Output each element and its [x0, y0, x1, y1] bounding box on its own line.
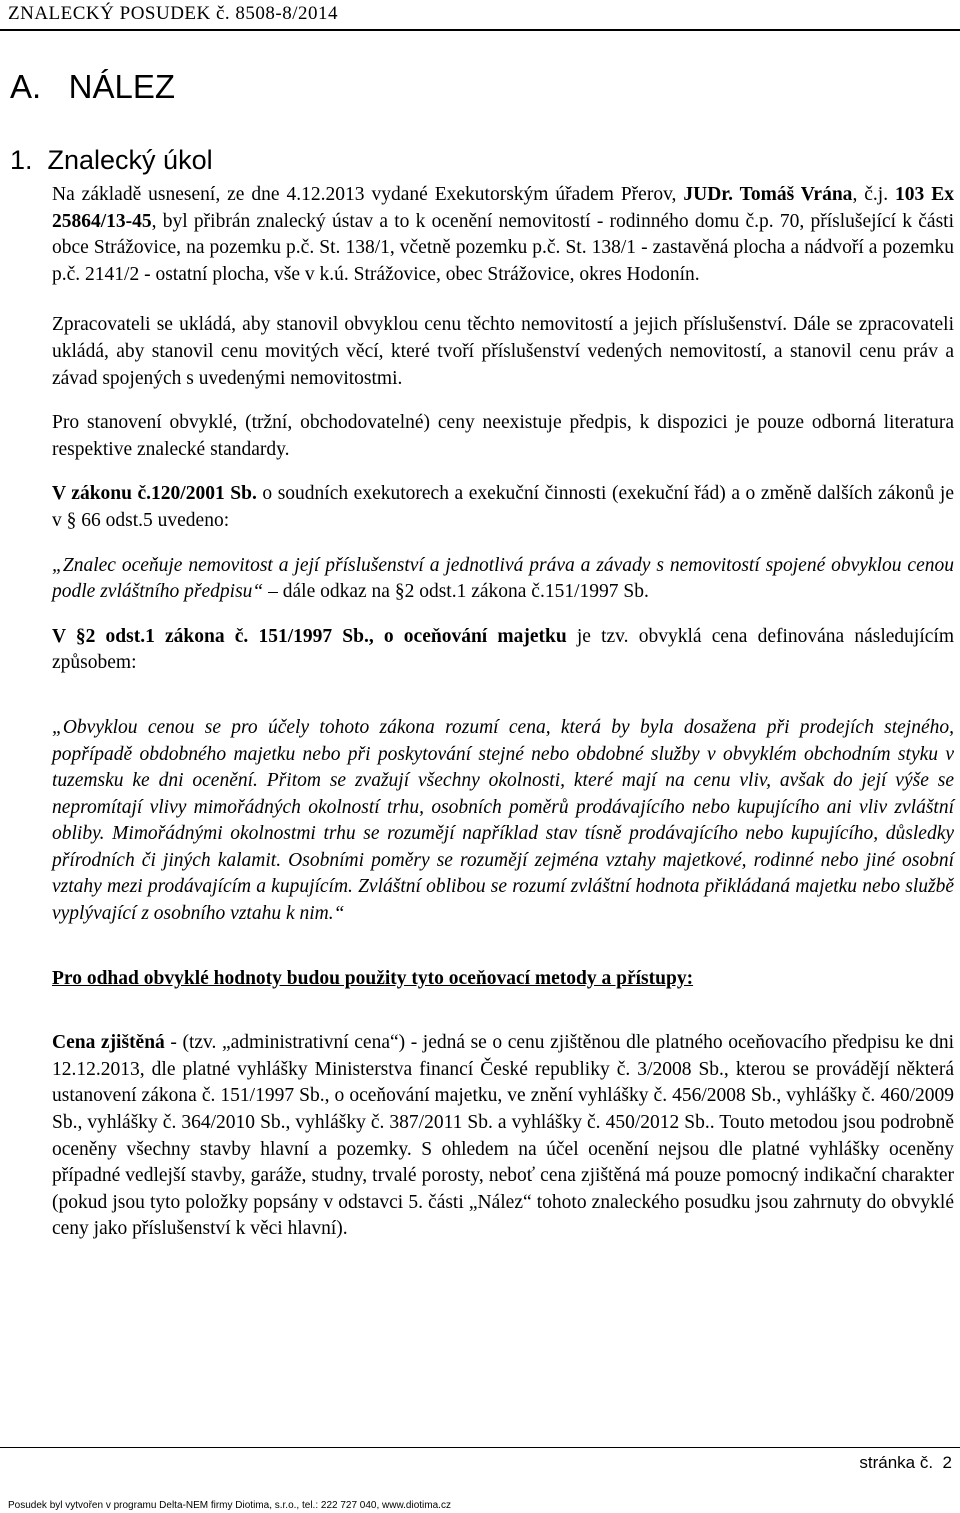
bold-span: V zákonu č.120/2001 Sb. — [52, 483, 257, 505]
text-span: , č.j. — [852, 184, 896, 205]
bold-span: JUDr. Tomáš Vrána — [683, 184, 853, 205]
footer-divider — [0, 1447, 960, 1448]
paragraph-task: Zpracovateli se ukládá, aby stanovil obvyklou cenu těchto nemovitostí a jejich příslušenství. Dále se zpracovateli ukládá, aby stanovil cenu movitých věcí, které tvoří příslušenství vedených nemovitostí, a stanovil cenu práv a závad spojených s uvedenými nemovitostmi. — [52, 314, 954, 389]
page-header-title: ZNALECKÝ POSUDEK č. 8508-8/2014 — [8, 3, 339, 24]
text-span: , byl přibrán znalecký ústav a to k ocenění nemovitostí - rodinného domu č.p. 70, příslušející k části obce Strážovice, na pozemku p.č. St. 138/1, včetně pozemku p.č. St. 138/1 - zastavěná plocha a nádvoří a pozemku p.č. 2141/2 - ostatní plocha, vše v k.ú. Strážovice, obec Strážovice, okres Hodonín. — [52, 210, 954, 285]
document-body — [52, 182, 954, 1243]
paragraph-quote-2: „Obvyklou cenou se pro účely tohoto zákona rozumí cena, která by byla dosažena při prodejích stejného, popřípadě obdobného majetku nebo při poskytování stejné nebo obdobné služby v obvyklém obchodním styku v tuzemsku ke dni ocenění. Přitom se zvažují všechny okolnosti, které mají na cenu vliv, avšak do její výše se nepromítají vlivy mimořádných okolností trhu, osobních poměrů prodávajícího nebo kupujícího ani vliv zvláštní obliby. Mimořádnými okolnostmi trhu se rozumějí například stav tísně prodávajícího nebo kupujícího, důsledky přírodních či jiných kalamit. Osobními poměry se rozumějí zejména vztahy majetkové, rodinné nebo jiné osobní vztahy mezi prodávajícím a kupujícím. Zvláštní oblibou se rozumí zvláštní hodnota přikládaná majetku nebo službě vyplývající z osobního vztahu k nim.“ — [52, 716, 954, 925]
paragraph-law-definition — [52, 624, 954, 677]
methods-heading: Pro odhad obvyklé hodnoty budou použity tyto oceňovací metody a přístupy: — [52, 967, 694, 989]
paragraph-cena-zjistena — [52, 1030, 954, 1243]
text-span: je tzv. obvyklá cena definována následujícím způsobem: — [52, 625, 954, 674]
subsection-heading: 1. Znalecký úkol — [10, 145, 213, 175]
header-divider — [0, 29, 960, 31]
text-span: – dále odkaz na §2 odst.1 zákona č.151/1997 Sb. — [263, 581, 649, 603]
paragraph-assignment — [52, 182, 954, 288]
paragraph-standards: Pro stanovení obvyklé, (tržní, obchodovatelné) ceny neexistuje předpis, k dispozici je pouze odborná literatura respektive znalecké standardy. — [52, 412, 954, 460]
footer-note: Posudek byl vytvořen v programu Delta-NEM firmy Diotima, s.r.o., tel.: 222 727 040, www.diotima.cz — [8, 1500, 451, 1511]
text-span: o soudních exekutorech a exekuční činnosti (exekuční řád) a o změně dalších zákonů je v § 66 odst.5 uvedeno: — [52, 483, 954, 531]
bold-span: Cena zjištěná — [52, 1032, 165, 1054]
paragraph-law-reference — [52, 481, 954, 534]
section-heading: A. NÁLEZ — [10, 68, 176, 105]
page-number: stránka č. 2 — [859, 1453, 952, 1472]
text-span: - (tzv. „administrativní cena“) - jedná se o cenu zjištěnou dle platného oceňovacího předpisu ke dni 12.12.2013, dle platné vyhlášky Ministerstva financí České republiky č. 3/2008 Sb., kterou se provádějí některá ustanovení zákona č. 151/1997 Sb., o oceňování majetku, ve znění vyhlášky č. 456/2008 Sb., vyhlášky č. 460/2009 Sb., vyhlášky č. 364/2010 Sb., vyhlášky č. 387/2011 Sb. a vyhlášky č. 450/2012 Sb.. Touto metodou jsou podrobně oceněny všechny stavby hlavní a pozemky. S ohledem na účel ocenění nejsou dle platné vyhlášky oceněny případné vedlejší stavby, garáže, studny, trvalé porosty, neboť cena zjištěná má pouze pomocný indikační charakter (pokud jsou tyto položky popsány v odstavci 5. části „Nález“ tohoto znaleckého posudku jsou zahrnuty do obvyklé ceny jako příslušenství k věci hlavní). — [52, 1032, 954, 1240]
paragraph-quote-1 — [52, 553, 954, 606]
italic-span: „Znalec oceňuje nemovitost a její příslušenství a jednotlivá práva a závady s nemovitostí spojené obvyklou cenou podle zvláštního předpisu“ — [52, 554, 954, 603]
text-span: Na základě usnesení, ze dne 4.12.2013 vydané Exekutorským úřadem Přerov, — [52, 184, 684, 205]
bold-span: V §2 odst.1 zákona č. 151/1997 Sb., o oceňování majetku — [52, 625, 567, 647]
bold-span: 103 Ex 25864/13-45 — [52, 184, 955, 232]
